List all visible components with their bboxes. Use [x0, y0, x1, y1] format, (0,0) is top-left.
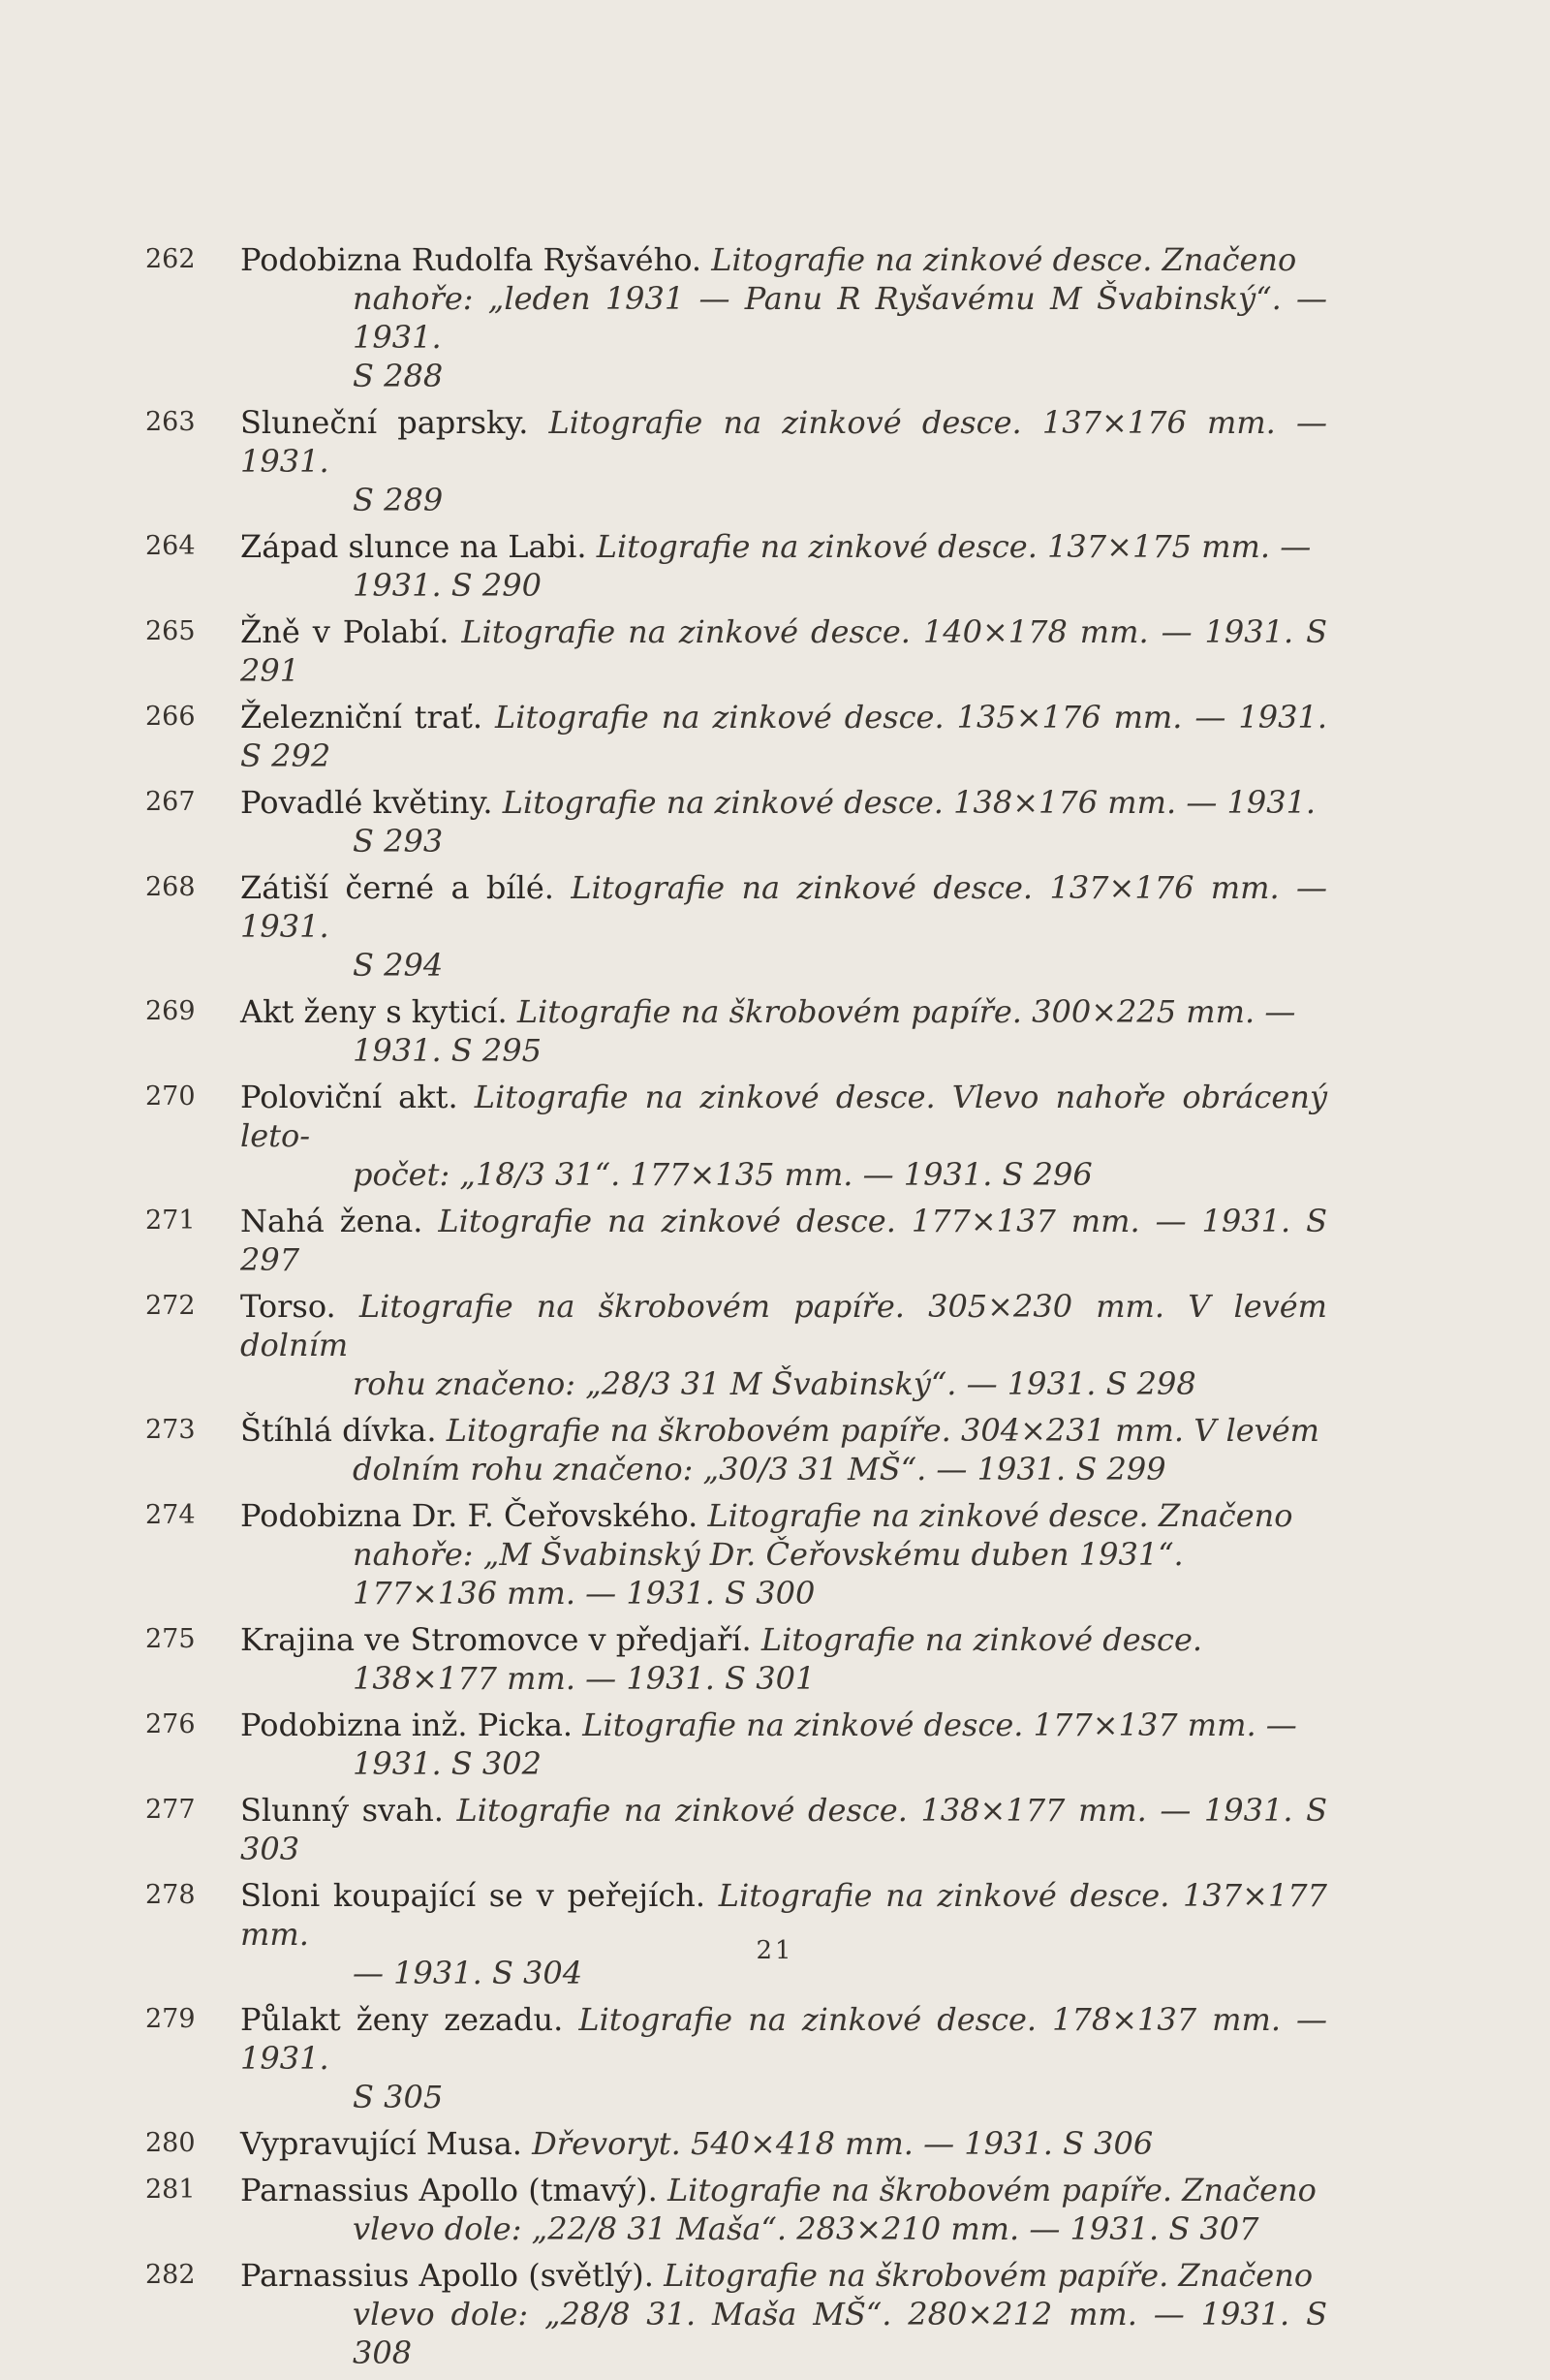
catalog-entry [145, 1620, 1327, 1698]
entry-continuation: S 305 [353, 2079, 444, 2115]
catalog-entry [145, 783, 1327, 861]
entry-title: Západ slunce na Labi. [240, 528, 587, 565]
entry-description: Litografie na zinkové desce. 137×176 mm. — 1931. [240, 869, 1328, 945]
entry-description: Litografie na zinkové desce. 137×176 mm. — 1931. [240, 404, 1327, 480]
entry-number: 270 [145, 1081, 196, 1112]
entry-description: Litografie na zinkové desce. 177×137 mm. — [582, 1707, 1297, 1743]
catalog-entry [145, 1706, 1327, 1783]
entry-title: Parnassius Apollo (tmavý). [240, 2172, 658, 2208]
entry-continuation: vlevo dole: „22/8 31 Maša“. 283×210 mm. — 1931. S 307 [353, 2210, 1259, 2247]
entry-title: Slunný svah. [240, 1792, 444, 1829]
entry-body [240, 240, 1327, 279]
entry-body [240, 1202, 1327, 1279]
entry-continuation: S 288 [353, 358, 444, 394]
entry-number: 274 [145, 1500, 196, 1530]
entry-description: Litografie na zinkové desce. Značeno [711, 241, 1297, 278]
entry-number: 276 [145, 1709, 196, 1739]
catalog-entry [145, 1791, 1327, 1868]
entry-description: Litografie na zinkové desce. 140×178 mm. — 1931. S 291 [240, 613, 1328, 689]
catalog-entry [145, 1411, 1327, 1488]
entry-description: Litografie na zinkové desce. 135×176 mm. — 1931. S 292 [240, 699, 1328, 774]
catalog-entry [145, 1876, 1327, 1992]
catalog-entry [145, 527, 1327, 605]
entry-number: 266 [145, 702, 196, 732]
entry-number: 278 [145, 1880, 196, 1910]
page-number: 21 [756, 1936, 794, 1965]
entry-number: 282 [145, 2260, 196, 2290]
entry-continuation: rohu značeno: „28/3 31 M Švabinský“. — 1931. S 298 [353, 1365, 1196, 1402]
catalog-entry [145, 1287, 1327, 1403]
entry-title: Žně v Polabí. [240, 613, 450, 650]
entry-continuation: 1931. S 295 [353, 1032, 542, 1069]
entry-body [240, 2124, 1327, 2163]
entry-description: Litografie na zinkové desce. 177×137 mm. — 1931. S 297 [240, 1203, 1327, 1278]
entry-number: 267 [145, 787, 196, 817]
catalog-list [145, 240, 1327, 2380]
entry-number: 280 [145, 2128, 196, 2158]
entry-continuation: vlevo dole: „28/8 31. Maša MŠ“. 280×212 mm. — 1931. S 308 [353, 2296, 1327, 2371]
entry-body [240, 1411, 1327, 1450]
catalog-entry [145, 2171, 1327, 2248]
catalog-entry [145, 992, 1327, 1070]
entry-continuation: — 1931. S 304 [353, 1955, 583, 1991]
entry-title: Podobizna Dr. F. Čeřovského. [240, 1497, 698, 1534]
entry-description: Litografie na škrobovém papíře. 305×230 mm. V levém dolním [240, 1288, 1328, 1363]
entry-body [240, 403, 1327, 481]
entry-body [240, 868, 1327, 946]
entry-number: 265 [145, 616, 196, 646]
entry-title: Železniční trať. [240, 699, 483, 736]
entry-description: Litografie na zinkové desce. Značeno [707, 1497, 1293, 1534]
entry-description: Litografie na škrobovém papíře. Značeno [666, 2172, 1317, 2208]
entry-number: 275 [145, 1624, 196, 1654]
entry-continuation: S 289 [353, 482, 444, 518]
entry-title: Sluneční paprsky. [240, 404, 529, 441]
entry-description: Litografie na zinkové desce. 138×177 mm. — 1931. S 303 [240, 1792, 1328, 1867]
entry-description: Litografie na zinkové desce. Vlevo nahoře obrácený leto- [240, 1079, 1328, 1154]
catalog-entry [145, 612, 1327, 690]
entry-number: 273 [145, 1415, 196, 1445]
catalog-entry [145, 2000, 1327, 2116]
entry-body [240, 1496, 1327, 1535]
entry-title: Poloviční akt. [240, 1079, 458, 1115]
entry-title: Vypravující Musa. [240, 2125, 522, 2162]
entry-body [240, 2000, 1327, 2078]
entry-number: 271 [145, 1206, 196, 1236]
entry-description: Litografie na zinkové desce. 178×137 mm. — 1931. [240, 2001, 1328, 2077]
entry-body [240, 1078, 1327, 1155]
entry-continuation: nahoře: „M Švabinský Dr. Čeřovskému duben 1931“. [353, 1536, 1184, 1573]
entry-description: Litografie na zinkové desce. 137×177 mm. [240, 1877, 1328, 1953]
entry-number: 272 [145, 1291, 196, 1321]
entry-number: 262 [145, 244, 196, 274]
entry-body [240, 1287, 1327, 1364]
entry-title: Krajina ve Stromovce v předjaří. [240, 1621, 752, 1658]
entry-continuation: dolním rohu značeno: „30/3 31 MŠ“. — 1931. S 299 [353, 1451, 1166, 1488]
entry-description: Litografie na škrobovém papíře. 300×225 mm. — [516, 993, 1296, 1030]
entry-body [240, 2256, 1327, 2295]
entry-continuation: počet: „18/3 31“. 177×135 mm. — 1931. S 296 [353, 1156, 1093, 1193]
entry-body [240, 2171, 1327, 2209]
catalog-entry [145, 698, 1327, 775]
entry-number: 269 [145, 996, 196, 1026]
entry-number: 281 [145, 2175, 196, 2205]
entry-number: 264 [145, 531, 196, 561]
entry-description: Litografie na zinkové desce. 138×176 mm. — 1931. [502, 784, 1317, 821]
entry-continuation: S 294 [353, 947, 444, 984]
entry-title: Nahá žena. [240, 1203, 423, 1239]
entry-title: Povadlé květiny. [240, 784, 493, 821]
entry-continuation: 1931. S 302 [353, 1745, 542, 1782]
entry-body [240, 1791, 1327, 1868]
entry-title: Parnassius Apollo (světlý). [240, 2257, 654, 2294]
entry-continuation: 138×177 mm. — 1931. S 301 [353, 1660, 816, 1697]
entry-continuation: nahoře: „leden 1931 — Panu R Ryšavému M Švabinský“. — 1931. [353, 280, 1327, 356]
catalog-entry [145, 403, 1327, 519]
entry-body [240, 783, 1327, 822]
catalog-entry [145, 868, 1327, 985]
entry-body [240, 698, 1327, 775]
entry-description: Litografie na škrobovém papíře. Značeno [664, 2257, 1314, 2294]
catalog-entry [145, 1078, 1327, 1194]
entry-number: 263 [145, 407, 196, 437]
entry-title: Půlakt ženy zezadu. [240, 2001, 564, 2038]
entry-title: Akt ženy s kyticí. [240, 993, 508, 1030]
catalog-entry [145, 2256, 1327, 2372]
catalog-entry [145, 1496, 1327, 1613]
entry-title: Sloni koupající se v peřejích. [240, 1877, 706, 1914]
entry-description: Dřevoryt. 540×418 mm. — 1931. S 306 [532, 2125, 1154, 2162]
entry-continuation: S 293 [353, 823, 444, 860]
entry-title: Torso. [240, 1288, 336, 1325]
catalog-entry [145, 1202, 1327, 1279]
entry-title: Podobizna Rudolfa Ryšavého. [240, 241, 702, 278]
entry-description: Litografie na zinkové desce. 137×175 mm. — [596, 528, 1312, 565]
entry-continuation: 1931. S 290 [353, 567, 542, 604]
entry-number: 268 [145, 872, 196, 902]
catalog-entry [145, 240, 1327, 395]
entry-body [240, 992, 1327, 1031]
entry-body [240, 527, 1327, 566]
catalog-entry [145, 2124, 1327, 2163]
entry-description: Litografie na škrobovém papíře. 304×231 mm. V levém [446, 1412, 1319, 1449]
entry-continuation: 177×136 mm. — 1931. S 300 [353, 1575, 816, 1612]
entry-title: Štíhlá dívka. [240, 1412, 437, 1449]
entry-body [240, 612, 1327, 690]
entry-body [240, 1620, 1327, 1659]
entry-number: 277 [145, 1795, 196, 1825]
entry-title: Zátiší černé a bílé. [240, 869, 554, 906]
entry-body [240, 1706, 1327, 1744]
entry-number: 279 [145, 2004, 196, 2034]
entry-description: Litografie na zinkové desce. [760, 1621, 1203, 1658]
entry-title: Podobizna inž. Picka. [240, 1707, 574, 1743]
